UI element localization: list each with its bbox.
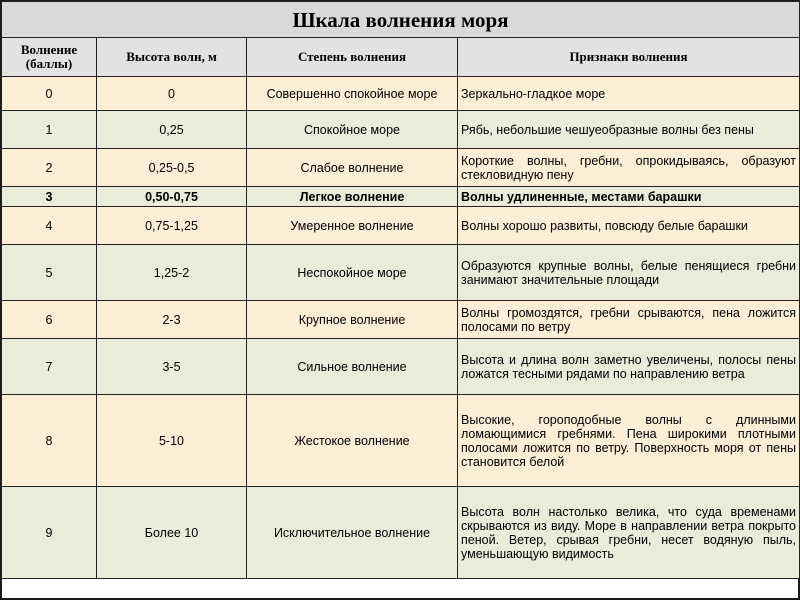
cell-height: 2-3 [97,301,247,339]
cell-height: 0,25-0,5 [97,149,247,187]
table-row [2,245,800,301]
cell-score: 5 [2,245,97,301]
header-signs: Признаки волнения [458,38,800,77]
cell-height: 5-10 [97,395,247,487]
cell-signs: Высота волн настолько велика, что суда временами скрываются из виду. Море в направлении ветра покрыто пеной. Ветер, срывая гребни, несет водяную пыль, уменьшающую видимость [458,487,800,579]
table-row [2,111,800,149]
cell-score: 6 [2,301,97,339]
cell-score: 7 [2,339,97,395]
cell-signs: Высокие, гороподобные волны с длинными ломающимися гребнями. Пена широкими плотными полосами ложится по ветру. Поверхность моря от пены становится белой [458,395,800,487]
header-height: Высота волн, м [97,38,247,77]
cell-degree: Совершенно спокойное море [247,77,458,111]
cell-degree: Исключительное волнение [247,487,458,579]
cell-degree: Легкое волнение [247,187,458,207]
cell-degree: Крупное волнение [247,301,458,339]
cell-height: 0,50-0,75 [97,187,247,207]
cell-score: 3 [2,187,97,207]
table-title: Шкала волнения моря [2,2,800,38]
cell-score: 1 [2,111,97,149]
cell-signs: Волны удлиненные, местами барашки [458,187,800,207]
cell-degree: Умеренное волнение [247,207,458,245]
cell-score: 2 [2,149,97,187]
cell-signs: Зеркально-гладкое море [458,77,800,111]
cell-degree: Жестокое волнение [247,395,458,487]
cell-height: Более 10 [97,487,247,579]
table-row [2,395,800,487]
header-degree: Степень волнения [247,38,458,77]
cell-degree: Неспокойное море [247,245,458,301]
cell-score: 9 [2,487,97,579]
cell-signs: Волны громоздятся, гребни срываются, пена ложится полосами по ветру [458,301,800,339]
table-row [2,301,800,339]
cell-score: 4 [2,207,97,245]
sea-state-table [1,1,800,579]
cell-signs: Высота и длина волн заметно увеличены, полосы пены ложатся тесными рядами по направлению ветра [458,339,800,395]
table-row [2,149,800,187]
table-row [2,77,800,111]
table-row [2,487,800,579]
cell-height: 0,25 [97,111,247,149]
cell-height: 0,75-1,25 [97,207,247,245]
cell-degree: Сильное волнение [247,339,458,395]
cell-degree: Слабое волнение [247,149,458,187]
table-row [2,339,800,395]
cell-signs: Рябь, небольшие чешуеобразные волны без пены [458,111,800,149]
cell-score: 8 [2,395,97,487]
cell-height: 0 [97,77,247,111]
cell-signs: Короткие волны, гребни, опрокидываясь, образуют стекловидную пену [458,149,800,187]
cell-signs: Волны хорошо развиты, повсюду белые барашки [458,207,800,245]
table-row [2,187,800,207]
cell-signs: Образуются крупные волны, белые пенящиеся гребни занимают значительные площади [458,245,800,301]
cell-score: 0 [2,77,97,111]
cell-height: 3-5 [97,339,247,395]
cell-height: 1,25-2 [97,245,247,301]
cell-degree: Спокойное море [247,111,458,149]
header-score: Волнение (баллы) [2,38,97,77]
table-row [2,207,800,245]
